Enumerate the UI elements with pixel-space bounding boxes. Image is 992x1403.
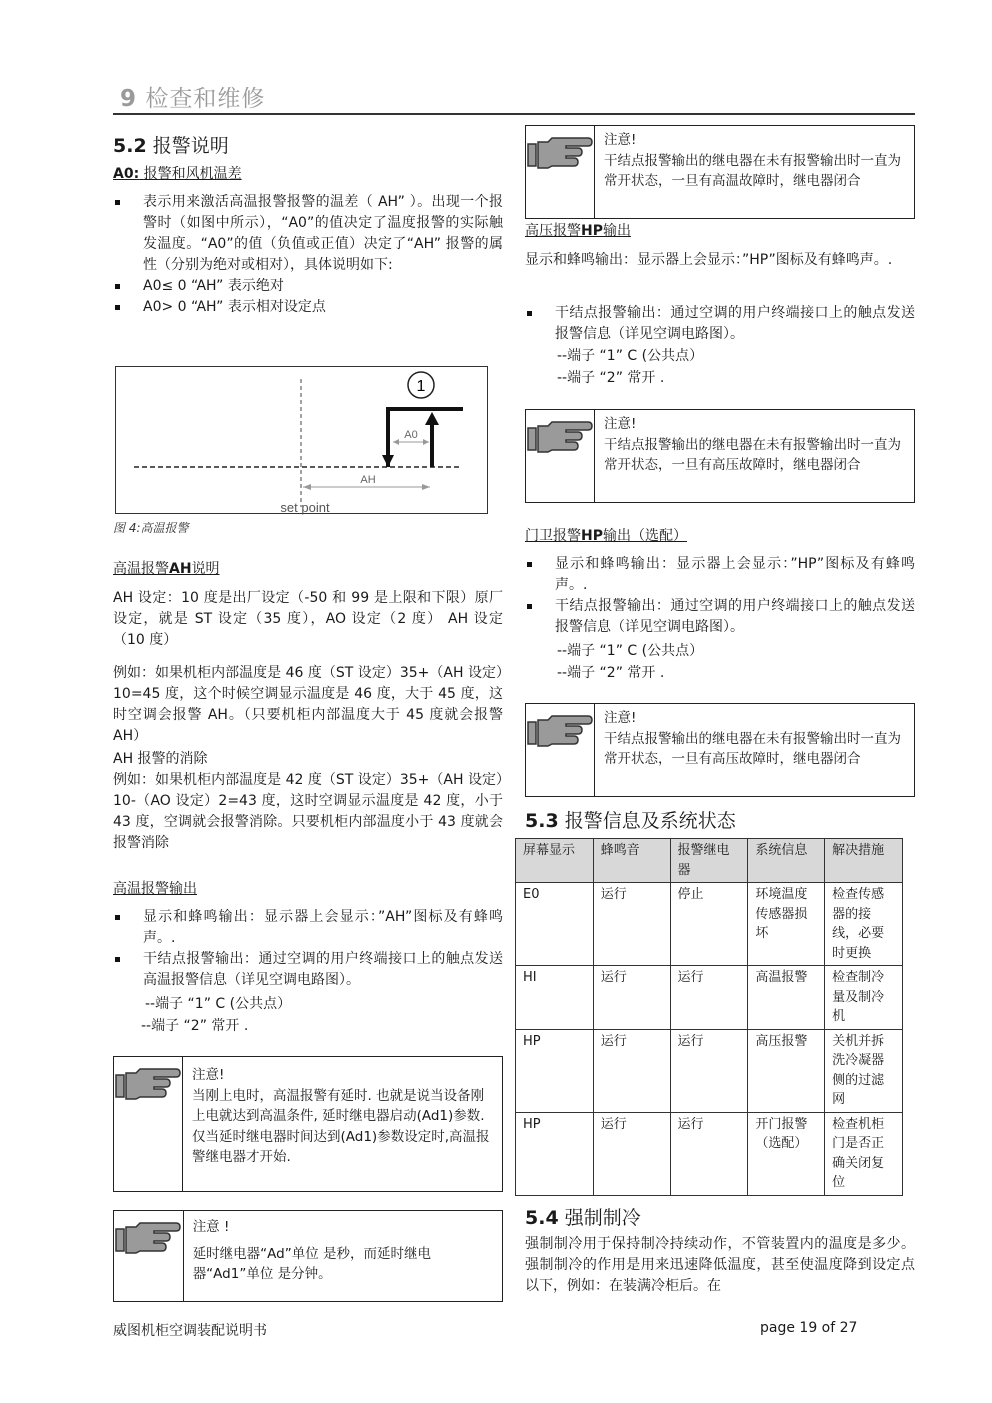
a0-label: A0: [404, 429, 418, 441]
note-box: [525, 409, 915, 503]
list-item: A0> 0 “AH” 表示相对设定点: [113, 297, 503, 318]
hp-bullet-list: [525, 303, 915, 345]
list-item: 显示和蜂鸣输出：显示器上会显示：”HP”图标及有蜂鸣声。.: [525, 554, 915, 596]
table-header-cell: 屏幕显示: [516, 839, 594, 883]
note-title: 注意!: [604, 132, 637, 148]
note-body: 干结点报警输出的继电器在未有报警输出时一直为常开状态，一旦有高压故障时，继电器闭合: [604, 730, 901, 767]
footer-doc-title: 威图机柜空调装配说明书: [113, 1323, 267, 1339]
marker-number: 1: [416, 378, 426, 395]
section-5-4-heading: 5.4 强制制冷: [525, 1207, 641, 1229]
door-alarm-list: [525, 554, 915, 638]
high-temp-output-subheading: 高温报警输出: [113, 881, 197, 897]
table-cell: 环境温度传感器损坏: [748, 883, 825, 966]
ah-paragraph-2: 例如：如果机柜内部温度是 46 度（ST 设定）35+（AH 设定）10=45 度，这个时候空调显示温度是 46 度，大于 45 度，这时空调会报警 AH。（只要机柜内部温度大于 45 度就会报警 AH）: [113, 665, 503, 744]
terminal-1-text: --端子 “1” C (公共点）: [557, 643, 704, 659]
pointing-hand-icon: [526, 410, 595, 502]
table-cell: 关机并拆洗冷凝器侧的过滤网: [825, 1029, 903, 1112]
door-alarm-subheading: 门卫报警HP输出（选配）: [525, 528, 687, 544]
note-title: 注意!: [192, 1067, 225, 1083]
table-cell: 运行: [670, 1029, 748, 1112]
table-header-cell: 蜂鸣音: [593, 839, 670, 883]
note-box: [113, 1210, 503, 1302]
table-cell: 运行: [593, 1112, 670, 1195]
up-arrow-icon: [425, 412, 439, 425]
footer-page-number: page 19 of 27: [760, 1320, 858, 1336]
table-header-cell: 解决措施: [825, 839, 903, 883]
chapter-number: 9: [120, 86, 138, 112]
table-row: [516, 1029, 903, 1112]
table-cell: HP: [516, 1029, 594, 1112]
list-item: 干结点报警输出：通过空调的用户终端接口上的触点发送高温报警信息（详见空调电路图）。: [113, 949, 503, 991]
table-cell: 开门报警（选配）: [748, 1112, 825, 1195]
table-header-cell: 报警继电器: [670, 839, 748, 883]
table-cell: 运行: [593, 883, 670, 966]
table-cell: 运行: [670, 966, 748, 1030]
a0-subheading: A0: 报警和风机温差: [113, 166, 242, 182]
ah-paragraph-4: 例如：如果机柜内部温度是 42 度（ST 设定）35+（AH 设定）10-（AO 设定）2=43 度，这时空调显示温度是 42 度，小于 43 度，空调就会报警消除。只要机柜内部温度小于 43 度就会报警消除: [113, 772, 503, 851]
ah-paragraph-3: AH 报警的消除: [113, 751, 208, 767]
pointing-hand-icon: [526, 704, 595, 796]
note-title: 注意!: [604, 710, 637, 726]
figure-caption: 图 4:高温报警: [113, 521, 189, 535]
header-rule: [113, 113, 915, 115]
terminal-1-text: --端子 “1” C (公共点）: [145, 996, 292, 1012]
table-cell: 停止: [670, 883, 748, 966]
setpoint-label: set point: [280, 500, 330, 515]
table-cell: 检查制冷量及制冷机: [825, 966, 903, 1030]
terminal-2-text: --端子 “2” 常开 .: [141, 1018, 249, 1034]
table-cell: 运行: [593, 1029, 670, 1112]
list-item: 显示和蜂鸣输出：显示器上会显示：”AH”图标及有蜂鸣声。.: [113, 907, 503, 949]
note-box: [525, 125, 915, 219]
list-item: 干结点报警输出：通过空调的用户终端接口上的触点发送报警信息（详见空调电路图）。: [525, 596, 915, 638]
hp-subheading: 高压报警HP输出: [525, 223, 631, 239]
chapter-title: 检查和维修: [145, 86, 266, 112]
table-cell: HI: [516, 966, 594, 1030]
table-cell: 检查传感器的接线，必要时更换: [825, 883, 903, 966]
section-5-2-heading: 5.2 报警说明: [113, 135, 229, 157]
table-header-row: [516, 839, 903, 883]
table-cell: E0: [516, 883, 594, 966]
forced-cooling-paragraph: 强制制冷用于保持制冷持续动作，不管装置内的温度是多少。 强制制冷的作用是用来迅速降低温度，甚至使温度降到设定点以下，例如：在装满冷柜后。在: [525, 1236, 915, 1294]
terminal-2-text: --端子 “2” 常开 .: [557, 370, 665, 386]
note-body: 当刚上电时，高温报警有延时. 也就是说当设备刚上电就达到高温条件, 延时继电器启动(Ad1)参数. 仅当延时继电器时间达到(Ad1)参数设定时,高温报警继电器才开始.: [192, 1087, 490, 1165]
table-cell: HP: [516, 1112, 594, 1195]
table-row: [516, 966, 903, 1030]
note-body: 干结点报警输出的继电器在未有报警输出时一直为常开状态，一旦有高温故障时，继电器闭合: [604, 152, 901, 189]
a0-bullet-list: [113, 192, 503, 318]
table-cell: 高压报警: [748, 1029, 825, 1112]
hp-paragraph: 显示和蜂鸣输出：显示器上会显示：”HP”图标及有蜂鸣声。.: [525, 252, 893, 268]
down-arrow-icon: [382, 455, 394, 467]
ah-paragraph-1: AH 设定：10 度是出厂设定（-50 和 99 是上限和下限）原厂设定，就是 ST 设定（35 度），AO 设定（2 度） AH 设定（10 度）: [113, 590, 503, 648]
ah-label: AH: [360, 474, 376, 486]
alarm-table: [515, 838, 903, 1196]
note-title: 注意 !: [192, 1219, 230, 1235]
note-box: [525, 703, 915, 797]
high-temp-output-list: [113, 907, 503, 991]
pointing-hand-icon: [526, 126, 595, 218]
terminal-2-text: --端子 “2” 常开 .: [557, 665, 665, 681]
table-cell: 运行: [670, 1112, 748, 1195]
chapter-heading: [120, 80, 265, 113]
table-cell: 检查机柜门是否正确关闭复位: [825, 1112, 903, 1195]
table-header-cell: 系统信息: [748, 839, 825, 883]
pointing-hand-icon: [114, 1057, 183, 1191]
ah-subheading: 高温报警AH说明: [113, 561, 220, 577]
list-item: 干结点报警输出：通过空调的用户终端接口上的触点发送报警信息（详见空调电路图）。: [525, 303, 915, 345]
note-box: [113, 1056, 503, 1192]
note-title: 注意!: [604, 416, 637, 432]
list-item: 表示用来激活高温报警报警的温差（ AH” ）。出现一个报警时（如图中所示），“A0”的值决定了温度报警的实际触发温度。“A0”的值（负值或正值）决定了“AH” 报警的属性（分别为绝对或相对），具体说明如下:: [113, 192, 503, 276]
alarm-step: [388, 409, 463, 467]
note-body: 干结点报警输出的继电器在未有报警输出时一直为常开状态，一旦有高压故障时，继电器闭合: [604, 436, 901, 473]
list-item: A0≤ 0 “AH” 表示绝对: [113, 276, 503, 297]
table-cell: 高温报警: [748, 966, 825, 1030]
pointing-hand-icon: [114, 1211, 184, 1301]
table-cell: 运行: [593, 966, 670, 1030]
table-row: [516, 1112, 903, 1195]
terminal-1-text: --端子 “1” C (公共点）: [557, 348, 704, 364]
high-temp-alarm-figure: [115, 366, 488, 514]
note-body: 延时继电器“Ad”单位 是秒，而延时继电器“Ad1”单位 是分钟。: [192, 1245, 432, 1282]
table-row: [516, 883, 903, 966]
section-5-3-heading: 5.3 报警信息及系统状态: [525, 810, 736, 832]
